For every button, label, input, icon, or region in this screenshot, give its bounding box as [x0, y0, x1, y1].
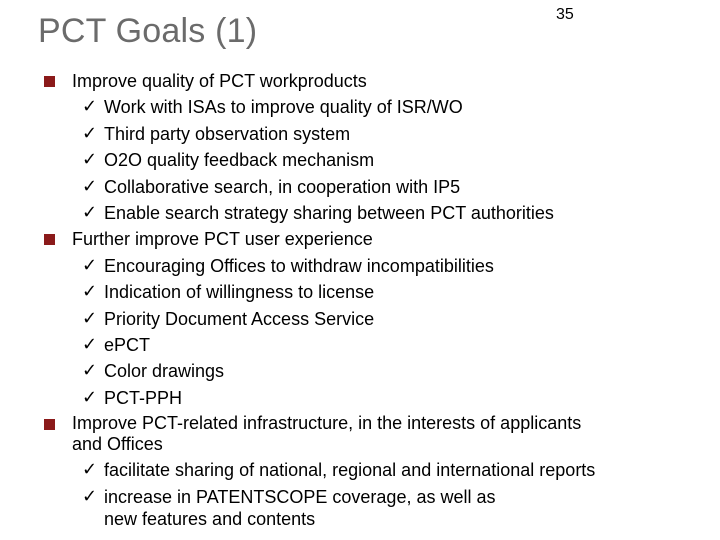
sub-item [0, 334, 720, 356]
sub-item-text: Collaborative search, in cooperation with IP5 [104, 176, 461, 197]
goal-text: Improve quality of PCT workproducts [72, 71, 367, 91]
square-bullet-icon [44, 419, 55, 430]
sub-item [0, 176, 720, 198]
sub-item-text: Work with ISAs to improve quality of ISR/WO [104, 97, 463, 118]
checkmark-icon: ✓ [82, 96, 98, 118]
sub-item [0, 96, 720, 118]
checkmark-icon: ✓ [82, 122, 98, 144]
checkmark-icon: ✓ [82, 386, 98, 408]
checkmark-icon: ✓ [82, 307, 98, 329]
square-bullet-icon [44, 76, 55, 87]
sub-item-text: increase in PATENTSCOPE coverage, as well as [104, 486, 496, 507]
sub-item-text: Color drawings [104, 361, 225, 382]
sub-item-text: Indication of willingness to license [104, 282, 375, 303]
checkmark-icon: ✓ [82, 360, 98, 382]
sub-item [0, 360, 720, 382]
checkmark-icon: ✓ [82, 149, 98, 171]
sub-item-text: Third party observation system [104, 123, 351, 144]
slide-number: 35 [556, 6, 574, 23]
checkmark-icon: ✓ [82, 201, 98, 223]
checkmark-icon: ✓ [82, 281, 98, 303]
goal-item [0, 70, 720, 92]
sub-item-text: Enable search strategy sharing between PCT authorities [104, 202, 554, 223]
sub-item-text: Encouraging Offices to withdraw incompatibilities [104, 255, 494, 276]
sub-item [0, 202, 720, 224]
checkmark-icon: ✓ [82, 459, 98, 481]
sub-item [0, 123, 720, 145]
checkmark-icon: ✓ [82, 254, 98, 276]
sub-item-text: facilitate sharing of national, regional and international reports [104, 460, 596, 481]
slide-title: PCT Goals (1) [38, 12, 258, 50]
sub-item-text: PCT-PPH [104, 387, 183, 408]
sub-item-continuation: new features and contents [104, 508, 316, 529]
sub-item-text: O2O quality feedback mechanism [104, 150, 375, 171]
sub-item-text: ePCT [104, 334, 151, 355]
goal-text-line-1: Improve PCT-related infrastructure, in the interests of applicants [72, 413, 582, 434]
sub-item-text: Priority Document Access Service [104, 308, 375, 329]
square-bullet-icon [44, 234, 55, 245]
sub-item [0, 486, 720, 508]
sub-item [0, 459, 720, 481]
sub-item [0, 308, 720, 330]
goal-text: Further improve PCT user experience [72, 229, 373, 250]
sub-item [0, 149, 720, 171]
sub-item [0, 387, 720, 409]
slide-content [0, 70, 720, 530]
checkmark-icon: ✓ [82, 333, 98, 355]
sub-item [0, 255, 720, 277]
goal-item [0, 228, 720, 250]
sub-item [0, 281, 720, 303]
checkmark-icon: ✓ [82, 485, 98, 507]
goal-item [0, 413, 720, 455]
goal-text-line-2: and Offices [72, 434, 163, 455]
checkmark-icon: ✓ [82, 175, 98, 197]
